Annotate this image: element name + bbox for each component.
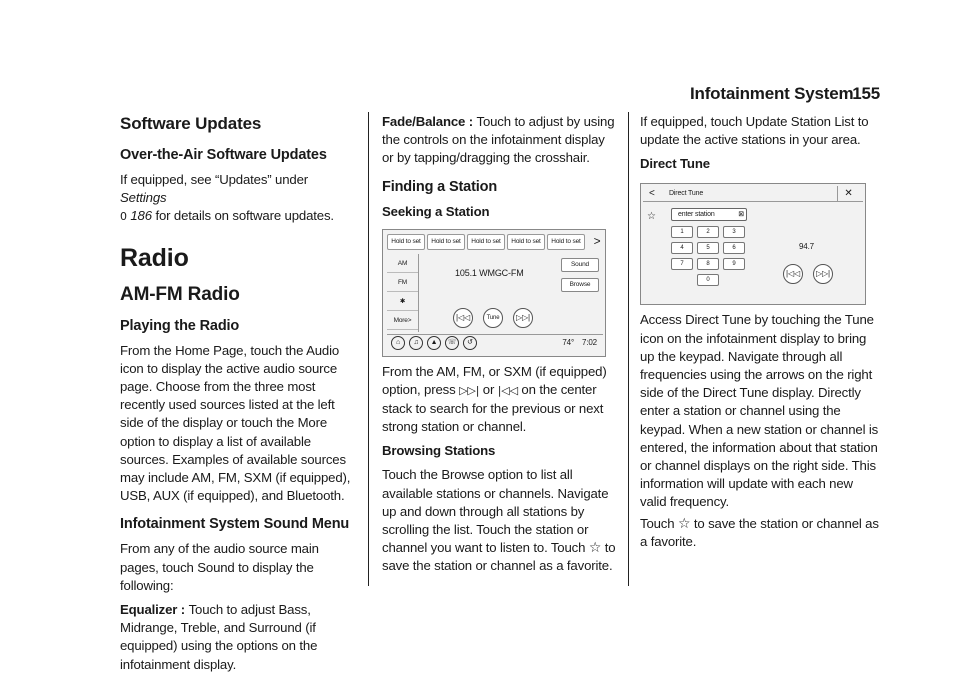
- preset-button[interactable]: Hold to set: [547, 234, 585, 250]
- heading-direct-tune: Direct Tune: [640, 156, 710, 172]
- back-icon[interactable]: <: [649, 188, 655, 200]
- heading-sound-menu: Infotainment System Sound Menu: [120, 516, 350, 533]
- home-icon[interactable]: ⌂: [391, 336, 405, 350]
- page-number: 155: [852, 84, 880, 103]
- page-ref-186[interactable]: 186: [130, 208, 152, 224]
- column-2: [382, 112, 618, 576]
- source-am[interactable]: AM: [387, 254, 418, 273]
- bluetooth-icon[interactable]: ✱: [387, 292, 418, 311]
- heading-am-fm-radio: AM-FM Radio: [120, 283, 240, 305]
- preset-button[interactable]: Hold to set: [387, 234, 425, 250]
- clock: 7:02: [582, 338, 597, 348]
- seek-paragraph: From the AM, FM, or SXM (if equipped) option, press ▷▷| or |◁◁ on the center stack to search for the previous or next strong station or channel.: [382, 363, 607, 435]
- keypad-key[interactable]: 2: [697, 226, 719, 238]
- source-more[interactable]: More>: [387, 311, 418, 330]
- section-title: Infotainment System: [690, 84, 854, 103]
- equalizer-label: Equalizer :: [120, 602, 189, 618]
- browse-paragraph: Touch the Browse option to list all available stations or channels. Navigate up and down through all stations by scrolling the list. Touch the station or channel you want to listen to. Touch ☆ to save the station or channel as a favorite.: [382, 467, 616, 574]
- playing-paragraph: From the Home Page, touch the Audio icon to display the active audio source page. Choose from the three most recently used sources listed at the left side of the display or touch the More option to display a list of available sources. Examples of available sources may include AM, FM, SXM (if equipped), USB, AUX (if equipped), and Bluetooth.: [120, 342, 351, 504]
- frequency-display: 94.7: [799, 242, 814, 252]
- page-ref-arrow-icon: 0: [120, 210, 127, 224]
- keypad-key[interactable]: 6: [723, 242, 745, 254]
- seek-next-icon[interactable]: ▷▷|: [813, 264, 833, 284]
- seek-prev-icon: |◁◁: [497, 383, 518, 397]
- keypad-key[interactable]: 5: [697, 242, 719, 254]
- clear-icon[interactable]: ⊠: [738, 211, 744, 219]
- station-name: 105.1 WMGC-FM: [455, 267, 524, 278]
- column-divider: [628, 112, 629, 586]
- favorite-star-icon: ☆: [677, 515, 691, 532]
- browse-button[interactable]: Browse: [561, 278, 599, 292]
- keypad-key[interactable]: 7: [671, 258, 693, 270]
- navigation-icon[interactable]: ▲: [427, 336, 441, 350]
- sound-button[interactable]: Sound: [561, 258, 599, 272]
- keypad-key[interactable]: 3: [723, 226, 745, 238]
- temperature: 74°: [562, 338, 575, 348]
- touch-paragraph: Touch ☆ to save the station or channel as a favorite.: [640, 515, 879, 549]
- sound-paragraph: From any of the audio source main pages, touch Sound to display the following:: [120, 541, 319, 593]
- favorite-star-icon[interactable]: ☆: [647, 211, 656, 223]
- heading-finding-station: Finding a Station: [382, 178, 498, 195]
- seek-next-icon: ▷▷|: [459, 383, 480, 397]
- keypad-key[interactable]: 9: [723, 258, 745, 270]
- seek-prev-icon[interactable]: |◁◁: [783, 264, 803, 284]
- direct-tune-illustration: [640, 183, 866, 305]
- heading-browsing-stations: Browsing Stations: [382, 443, 496, 459]
- preset-button[interactable]: Hold to set: [467, 234, 505, 250]
- heading-radio: Radio: [120, 243, 189, 272]
- status-bar: [387, 334, 603, 352]
- direct-tune-title: Direct Tune: [669, 190, 704, 198]
- keypad-key[interactable]: 4: [671, 242, 693, 254]
- heading-seeking-station: Seeking a Station: [382, 203, 490, 219]
- radio-screen-illustration: [382, 229, 606, 357]
- column-divider: [368, 112, 369, 586]
- keypad-key[interactable]: 8: [697, 258, 719, 270]
- close-icon[interactable]: ✕: [837, 186, 859, 202]
- seek-prev-icon[interactable]: |◁◁: [453, 308, 473, 328]
- seek-next-icon[interactable]: ▷▷|: [513, 308, 533, 328]
- source-list: [387, 254, 419, 332]
- access-paragraph: Access Direct Tune by touching the Tune icon on the infotainment display to bring up the keypad. Navigate through all frequencies using the arrows on the right side of the Direct Tune display. Directly enter a station or channel using the keypad. When a new station or channel is entered, the information about that station or channel displays on the right side. This information will update with each new valid frequency.: [640, 312, 879, 510]
- update-paragraph: If equipped, touch Update Station List to update the active stations in your area.: [640, 114, 869, 148]
- favorite-star-icon: ☆: [588, 540, 602, 557]
- projection-icon[interactable]: ↺: [463, 336, 477, 350]
- tune-button[interactable]: Tune: [483, 308, 503, 328]
- preset-button[interactable]: Hold to set: [427, 234, 465, 250]
- heading-software-updates: Software Updates: [120, 114, 262, 133]
- chevron-right-icon[interactable]: >: [593, 233, 601, 248]
- audio-icon[interactable]: ♫: [409, 336, 423, 350]
- direct-tune-titlebar: [643, 186, 863, 202]
- column-1: [120, 112, 356, 674]
- station-entry-field[interactable]: enter station ⊠: [671, 208, 747, 221]
- keypad-key[interactable]: 0: [697, 274, 719, 286]
- fade-label: Fade/Balance :: [382, 114, 477, 129]
- source-fm[interactable]: FM: [387, 273, 418, 292]
- phone-icon[interactable]: ☏: [445, 336, 459, 350]
- preset-bar: [387, 234, 603, 252]
- column-3: [640, 112, 880, 551]
- fade-paragraph: Fade/Balance : Touch to adjust by using the controls on the infotainment display or by tapping/dragging the crosshair.: [382, 114, 615, 166]
- preset-button[interactable]: Hold to set: [507, 234, 545, 250]
- settings-link[interactable]: Settings: [120, 190, 167, 206]
- heading-ota: Over-the-Air Software Updates: [120, 147, 327, 163]
- page-header: [690, 84, 880, 108]
- ota-paragraph: If equipped, see “Updates” under Settings 0 186 for details on software updates.: [120, 172, 334, 224]
- keypad-key[interactable]: 1: [671, 226, 693, 238]
- heading-playing-radio: Playing the Radio: [120, 317, 240, 334]
- equalizer-paragraph: Equalizer : Touch to adjust Bass, Midrange, Treble, and Surround (if equipped) using the options on the infotainment display.: [120, 602, 318, 672]
